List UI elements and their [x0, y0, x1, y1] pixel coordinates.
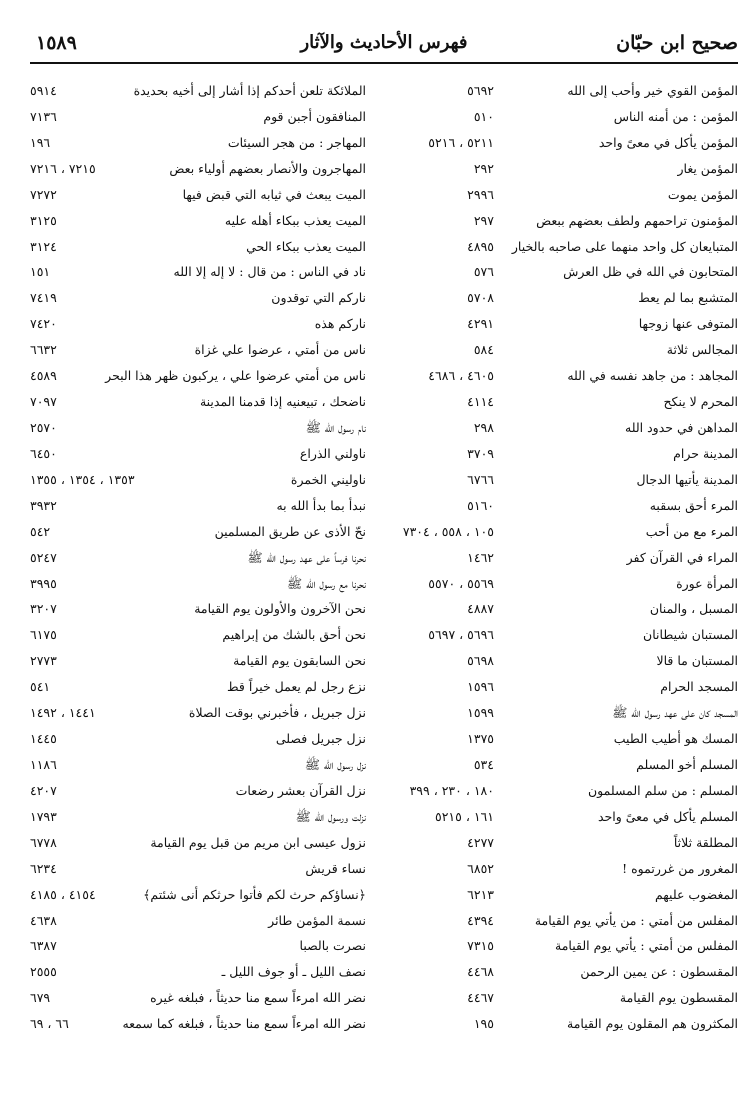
entry-text: المسلم يأكل في معىً واحد: [597, 808, 738, 824]
entry-refs: ٤٨٨٧: [467, 601, 494, 617]
entry-refs: ٥٧٠٨: [467, 290, 494, 306]
index-entry: [30, 313, 366, 339]
entry-text: المفلس من أمتي : من يأتي يوم القيامة: [534, 912, 738, 928]
entry-text: المقسطون يوم القيامة: [619, 990, 738, 1006]
index-entry: [378, 80, 738, 106]
entry-refs: ٢٩٨: [473, 419, 494, 435]
entry-refs: ١٦١ ، ٥٢١٥: [435, 808, 494, 824]
entry-refs: ٦٤٥٠: [30, 445, 57, 461]
entry-text: ناوليني الخمرة: [290, 471, 366, 487]
entry-text: ناركم التي توقدون: [271, 290, 366, 306]
index-entry: [30, 650, 366, 676]
index-entry: [30, 339, 366, 365]
entry-refs: ٥٢٤٧: [30, 549, 57, 565]
entry-refs: ٣٩٩٥: [30, 575, 57, 591]
index-entry: [30, 1013, 366, 1039]
entry-text: نام رسول الله ﷺ: [305, 419, 366, 435]
index-entry: [378, 158, 738, 184]
entry-refs: ٧٤١٩: [30, 290, 57, 306]
entry-text: المتحابون في الله في ظل العرش: [563, 264, 738, 280]
entry-text: ناولني الذراع: [299, 445, 366, 461]
entry-refs: ٥٥٦٩ ، ٥٥٧٠: [428, 575, 494, 591]
entry-refs: ٦٨٥٢: [467, 860, 494, 876]
index-entry: [378, 806, 738, 832]
entry-text: المؤمن يموت: [667, 186, 738, 202]
entry-refs: ٢٧٧٣: [30, 653, 57, 669]
entry-refs: ١٨٠ ، ٢٣٠ ، ٣٩٩: [409, 782, 494, 798]
index-entry: [30, 806, 366, 832]
index-entry: [30, 987, 366, 1013]
index-entry: [378, 961, 738, 987]
index-entry: [30, 365, 366, 391]
page-header: [30, 30, 738, 64]
index-column-left: [30, 80, 366, 1039]
index-entry: [30, 184, 366, 210]
entry-text: نزع رجل لم يعمل خيراً قط: [227, 679, 366, 695]
index-entry: [30, 961, 366, 987]
entry-text: نضر الله امرءاً سمع منا حديثاً ، فبلغه كما سمعه: [122, 1016, 366, 1032]
entry-text: المتشبع بما لم يعط: [638, 290, 738, 306]
entry-refs: ٤٢٠٧: [30, 782, 57, 798]
entry-text: المسجد كان على عهد رسول الله ﷺ: [612, 705, 738, 721]
entry-text: نزل جبريل ، فأخبرني بوقت الصلاة: [188, 705, 366, 721]
entry-refs: ٣٧٠٩: [467, 445, 494, 461]
entry-refs: ٦٧٧٨: [30, 834, 57, 850]
index-entry: [30, 884, 366, 910]
entry-text: المؤمنون تراحمهم ولطف بعضهم ببعض: [536, 212, 738, 228]
entry-text: المقسطون : عن يمين الرحمن: [580, 964, 738, 980]
index-entry: [378, 443, 738, 469]
entry-refs: ١٤٤٥: [30, 731, 57, 747]
index-entry: [378, 261, 738, 287]
index-entry: [378, 391, 738, 417]
index-entry: [378, 365, 738, 391]
entry-text: المستبان شيطانان: [643, 627, 738, 643]
entry-refs: ١٧٩٣: [30, 808, 57, 824]
entry-text: نبدأ بما بدأ الله به: [276, 497, 366, 513]
entry-text: ناد في الناس : من قال : لا إله إلا الله: [173, 264, 366, 280]
entry-refs: ١٩٦: [30, 134, 51, 150]
index-entry: [30, 935, 366, 961]
entry-text: المؤمن : من أمنه الناس: [613, 108, 738, 124]
entry-refs: ٥٦٩٦ ، ٥٦٩٧: [428, 627, 494, 643]
index-entry: [378, 624, 738, 650]
entry-text: المغضوب عليهم: [654, 886, 738, 902]
entry-refs: ٢٩٩٦: [467, 186, 494, 202]
entry-text: المغرور من غررتموه !: [622, 860, 738, 876]
entry-text: المنافقون أجبن قوم: [263, 108, 366, 124]
index-entry: [378, 987, 738, 1013]
entry-refs: ٥٤٢: [30, 523, 51, 539]
entry-refs: ٤٥٨٩: [30, 368, 57, 384]
entry-refs: ٥٦٩٨: [467, 653, 494, 669]
entry-refs: ٦٢٣٤: [30, 860, 57, 876]
index-entry: [378, 495, 738, 521]
entry-text: المسجد الحرام: [660, 679, 738, 695]
index-entry: [378, 754, 738, 780]
index-entry: [378, 858, 738, 884]
entry-text: نزل القرآن بعشر رضعات: [235, 782, 366, 798]
entry-refs: ٥٤١: [30, 679, 51, 695]
entry-text: المدينة حرام: [673, 445, 738, 461]
entry-text: المسلم أخو المسلم: [636, 756, 738, 772]
entry-refs: ٥٢١١ ، ٥٢١٦: [428, 134, 494, 150]
entry-text: المكثرون هم المقلون يوم القيامة: [567, 1016, 738, 1032]
index-entry: [378, 339, 738, 365]
entry-text: ﴿نساؤكم حرث لكم فأتوا حرثكم أنى شئتم﴾: [143, 886, 366, 902]
entry-refs: ٤١٥٤ ، ٤١٨٥: [30, 886, 96, 902]
index-entry: [378, 598, 738, 624]
entry-refs: ٦٢١٣: [467, 886, 494, 902]
entry-refs: ٧١٣٦: [30, 108, 57, 124]
entry-text: نسمة المؤمن طائر: [268, 912, 366, 928]
section-title: فهرس الأحاديث والآثار: [300, 32, 468, 53]
index-entry: [30, 158, 366, 184]
entry-refs: ٤٣٩٤: [467, 912, 494, 928]
entry-refs: ٧٤٢٠: [30, 316, 57, 332]
entry-refs: ٧٣١٥: [467, 938, 494, 954]
entry-text: ناس من أمتي ، عرضوا علي غزاة: [194, 342, 366, 358]
entry-refs: ٣١٢٤: [30, 238, 57, 254]
entry-refs: ١٠٥ ، ٥٥٨ ، ٧٣٠٤: [402, 523, 494, 539]
entry-text: الميت يعذب ببكاء الحي: [246, 238, 366, 254]
entry-refs: ١٤٦٢: [467, 549, 494, 565]
entry-text: نحرنا فرساً على عهد رسول الله ﷺ: [247, 549, 366, 565]
entry-text: المراء في القرآن كفر: [626, 549, 738, 565]
entry-refs: ٢٩٢: [473, 160, 494, 176]
index-entry: [30, 106, 366, 132]
entry-text: نحن الآخرون والأولون يوم القيامة: [194, 601, 366, 617]
index-entry: [378, 1013, 738, 1039]
entry-refs: ٤٨٩٥: [467, 238, 494, 254]
entry-refs: ١٩٥: [473, 1016, 494, 1032]
entry-refs: ٢٩٧: [473, 212, 494, 228]
index-entry: [30, 495, 366, 521]
entry-text: المسلم : من سلم المسلمون: [587, 782, 738, 798]
entry-text: المتوفى عنها زوجها: [638, 316, 738, 332]
index-entry: [378, 417, 738, 443]
entry-text: المؤمن يغار: [677, 160, 738, 176]
index-entry: [30, 391, 366, 417]
index-entry: [378, 210, 738, 236]
entry-text: المؤمن القوي خير وأحب إلى الله: [567, 83, 738, 98]
entry-refs: ٥٦٩٢: [467, 83, 494, 98]
index-entry: [30, 910, 366, 936]
index-entry: [378, 728, 738, 754]
entry-text: المجالس ثلاثة: [666, 342, 738, 358]
entry-refs: ١١٨٦: [30, 756, 57, 772]
entry-refs: ٦٧٦٦: [467, 471, 494, 487]
entry-text: المهاجر : من هجر السيئات: [227, 134, 366, 150]
entry-refs: ١٥٩٩: [467, 705, 494, 721]
entry-refs: ٢٥٧٠: [30, 419, 57, 435]
entry-text: ناس من أمتي عرضوا علي ، يركبون ظهر هذا البحر: [105, 368, 366, 384]
entry-refs: ٧٢٧٢: [30, 186, 57, 202]
index-entry: [378, 935, 738, 961]
index-entry: [30, 598, 366, 624]
entry-refs: ٥٩١٤: [30, 83, 57, 98]
entry-text: نضر الله امرءاً سمع منا حديثاً ، فبلغه غيره: [150, 990, 366, 1006]
entry-text: ناضحك ، تبيعنيه إذا قدمنا المدينة: [199, 394, 366, 410]
entry-text: نزل رسول الله ﷺ: [304, 756, 366, 772]
entry-text: نحن أحق بالشك من إبراهيم: [222, 627, 366, 643]
entry-text: المستبان ما قالا: [656, 653, 738, 669]
entry-text: المتبايعان كل واحد منهما على صاحبه بالخيار: [511, 238, 738, 254]
index-entry: [30, 521, 366, 547]
page-number: ١٥٨٩: [36, 32, 77, 54]
index-entry: [378, 287, 738, 313]
index-entry: [30, 261, 366, 287]
entry-text: نحرنا مع رسول الله ﷺ: [287, 575, 366, 591]
entry-refs: ٢٥٥٥: [30, 964, 57, 980]
index-entry: [378, 469, 738, 495]
entry-refs: ٦٣٨٧: [30, 938, 57, 954]
entry-refs: ٤٢٩١: [467, 316, 494, 332]
entry-text: نزول عيسى ابن مريم من قبل يوم القيامة: [150, 834, 366, 850]
index-entry: [378, 106, 738, 132]
entry-text: نحّ الأذى عن طريق المسلمين: [214, 523, 366, 539]
entry-refs: ٣١٢٥: [30, 212, 57, 228]
entry-refs: ٥٨٤: [473, 342, 494, 358]
index-entry: [378, 547, 738, 573]
index-entry: [30, 443, 366, 469]
index-entry: [378, 132, 738, 158]
entry-refs: ٤٤٦٧: [467, 990, 494, 1006]
index-entry: [30, 80, 366, 106]
entry-text: المطلقة ثلاثاً: [673, 834, 738, 850]
entry-refs: ١٥٩٦: [467, 679, 494, 695]
index-entry: [378, 832, 738, 858]
index-entry: [30, 858, 366, 884]
entry-text: المفلس من أمتي : يأتي يوم القيامة: [555, 938, 738, 954]
entry-text: المؤمن يأكل في معىً واحد: [598, 134, 738, 150]
entry-refs: ٣٢٠٧: [30, 601, 57, 617]
entry-text: نساء قريش: [305, 860, 366, 876]
entry-text: المسبل ، والمنان: [649, 601, 738, 617]
index-entry: [30, 728, 366, 754]
index-entry: [378, 573, 738, 599]
entry-text: ناركم هذه: [314, 316, 366, 332]
index-entry: [378, 884, 738, 910]
index-entry: [30, 573, 366, 599]
index-entry: [378, 184, 738, 210]
entry-refs: ٤٦٣٨: [30, 912, 57, 928]
index-entry: [30, 236, 366, 262]
entry-text: المداهن في حدود الله: [625, 419, 738, 435]
index-entry: [378, 313, 738, 339]
entry-text: نحن السابقون يوم القيامة: [233, 653, 366, 669]
index-column-right: [378, 80, 738, 1039]
index-entry: [30, 780, 366, 806]
index-entry: [30, 832, 366, 858]
entry-refs: ٣٩٣٢: [30, 497, 57, 513]
entry-refs: ٤٦٠٥ ، ٤٦٨٦: [428, 368, 494, 384]
index-entry: [378, 236, 738, 262]
entry-refs: ٧٢١٥ ، ٧٢١٦: [30, 160, 96, 176]
entry-refs: ٥٣٤: [473, 756, 494, 772]
entry-refs: ٥١٠: [473, 108, 494, 124]
index-entry: [378, 702, 738, 728]
entry-text: نزلت ورسول الله ﷺ: [295, 808, 366, 824]
entry-refs: ٦٧٩: [30, 990, 51, 1006]
index-entry: [30, 676, 366, 702]
entry-text: الميت يبعث في ثيابه التي قبض فيها: [182, 186, 366, 202]
entry-refs: ١٣٥٣ ، ١٣٥٤ ، ١٣٥٥: [30, 471, 135, 487]
entry-refs: ٤٤٦٨: [467, 964, 494, 980]
entry-text: نصرت بالصبا: [299, 938, 366, 954]
index-entry: [378, 676, 738, 702]
entry-text: المحرم لا ينكح: [663, 394, 738, 410]
entry-refs: ٤٢٧٧: [467, 834, 494, 850]
index-entry: [30, 754, 366, 780]
entry-refs: ١٣٧٥: [467, 731, 494, 747]
entry-text: نزل جبريل فصلى: [275, 731, 366, 747]
entry-text: المدينة يأتيها الدجال: [636, 471, 738, 487]
entry-refs: ٥١٦٠: [467, 497, 494, 513]
entry-text: الملائكة تلعن أحدكم إذا أشار إلى أخيه بحديدة: [133, 83, 366, 98]
entry-refs: ٧٠٩٧: [30, 394, 57, 410]
entry-refs: ١٥١: [30, 264, 51, 280]
entry-text: المرء مع من أحب: [645, 523, 738, 539]
index-entry: [30, 287, 366, 313]
entry-refs: ٥٧٦: [473, 264, 494, 280]
book-title: صحيح ابن حبّان: [616, 32, 738, 54]
entry-text: المجاهد : من جاهد نفسه في الله: [567, 368, 738, 384]
index-entry: [30, 624, 366, 650]
index-entry: [30, 210, 366, 236]
index-entry: [30, 417, 366, 443]
entry-refs: ٦١٧٥: [30, 627, 57, 643]
entry-refs: ١٤٤١ ، ١٤٩٢: [30, 705, 96, 721]
entry-text: المهاجرون والأنصار بعضهم أولياء بعض: [169, 160, 366, 176]
index-entry: [30, 702, 366, 728]
index-entry: [30, 469, 366, 495]
entry-refs: ٤١١٤: [467, 394, 494, 410]
entry-refs: ٦٦٣٢: [30, 342, 57, 358]
entry-text: نصف الليل ـ أو جوف الليل ـ: [221, 964, 366, 980]
index-entry: [378, 910, 738, 936]
entry-text: الميت يعذب ببكاء أهله عليه: [224, 212, 366, 228]
index-entry: [30, 547, 366, 573]
index-entry: [378, 780, 738, 806]
index-entry: [30, 132, 366, 158]
entry-text: المسك هو أطيب الطيب: [613, 731, 738, 747]
entry-refs: ٦٦ ، ٦٩: [30, 1016, 69, 1032]
index-entry: [378, 521, 738, 547]
index-entry: [378, 650, 738, 676]
entry-text: المرأة عورة: [676, 575, 738, 591]
entry-text: المرء أحق بسقبه: [649, 497, 738, 513]
